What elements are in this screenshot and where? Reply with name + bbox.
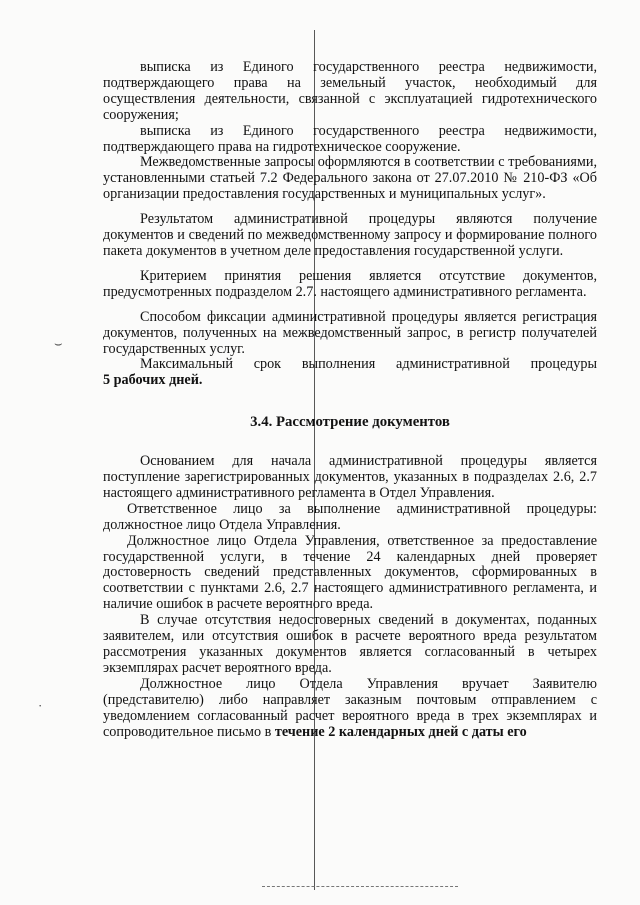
margin-mark: ⌣ — [54, 336, 63, 351]
section-heading: 3.4. Рассмотрение документов — [250, 414, 450, 431]
paragraph-interagency-requests: Межведомственные запросы оформляются в соответствии с требованиями, установленными статьей 7.2 Федерального закона от 27.07.2010 № 210-ФЗ «Об организации предоставления государственных и муниципальных услуг». — [103, 154, 597, 203]
max-term-text: Максимальный срок выполнения административной процедуры — [140, 356, 597, 373]
paragraph-delivery — [103, 677, 597, 741]
paragraph-result: Результатом административной процедуры являются получение документов и сведений по межведомственному запросу и формирование полного пакета документов в учетном деле предоставления государственной услуги. — [103, 211, 597, 259]
paragraph-basis: Основанием для начала административной процедуры является поступление зарегистрированных документов, указанных в подразделах 2.6, 2.7 настоящего административного регламента в Отдел Управления. — [103, 453, 597, 501]
paragraph-responsible: Ответственное лицо за выполнение административной процедуры: должностное лицо Отдела Управления. — [103, 500, 597, 533]
scan-bottom-line — [262, 886, 458, 887]
margin-mark: · — [38, 698, 43, 713]
paragraph-max-term-value — [103, 373, 597, 389]
delivery-deadline: течение 2 календарных дней с даты его — [274, 723, 527, 740]
paragraph-no-errors: В случае отсутствия недостоверных сведений в документах, поданных заявителем, или отсутствия ошибок в расчете вероятного вреда результатом рассмотрения указанных документов является согласованный в четырех экземплярах расчет вероятного вреда. — [103, 612, 597, 676]
paragraph-extract-land: выписка из Единого государственного реестра недвижимости, подтверждающего права на земельный участок, необходимый для осуществления деятельности, связанной с эксплуатацией гидротехнического сооружения; — [103, 59, 597, 123]
paragraph-official-checks: Должностное лицо Отдела Управления, ответственное за предоставление государственной услуги, в течение 24 календарных дней проверяет достоверность сведений представленных документов, сформированных в соответствии с пунктами 2.6, 2.7 настоящего административного регламента, и наличие ошибок в расчете вероятного вреда. — [103, 532, 597, 613]
document-body — [103, 60, 597, 740]
paragraph-fixation: Способом фиксации административной процедуры является регистрация документов, полученных на межведомственный запрос, в регистр получателей государственных услуг. — [103, 308, 597, 357]
paragraph-extract-structure: выписка из Единого государственного реестра недвижимости, подтверждающего права на гидротехническое сооружение. — [103, 122, 597, 155]
max-term-days: 5 рабочих дней. — [103, 372, 203, 389]
paragraph-max-term — [103, 357, 597, 373]
paragraph-criterion: Критерием принятия решения является отсутствие документов, предусмотренных подразделом 2.7. настоящего административного регламента. — [103, 267, 597, 300]
delivery-text: Должностное лицо Отдела Управления вручает Заявителю (представителю) либо направляет заказным почтовым отправлением с уведомлением согласованный расчет вероятного вреда в трех экземплярах и сопроводительное письмо в — [103, 675, 597, 740]
